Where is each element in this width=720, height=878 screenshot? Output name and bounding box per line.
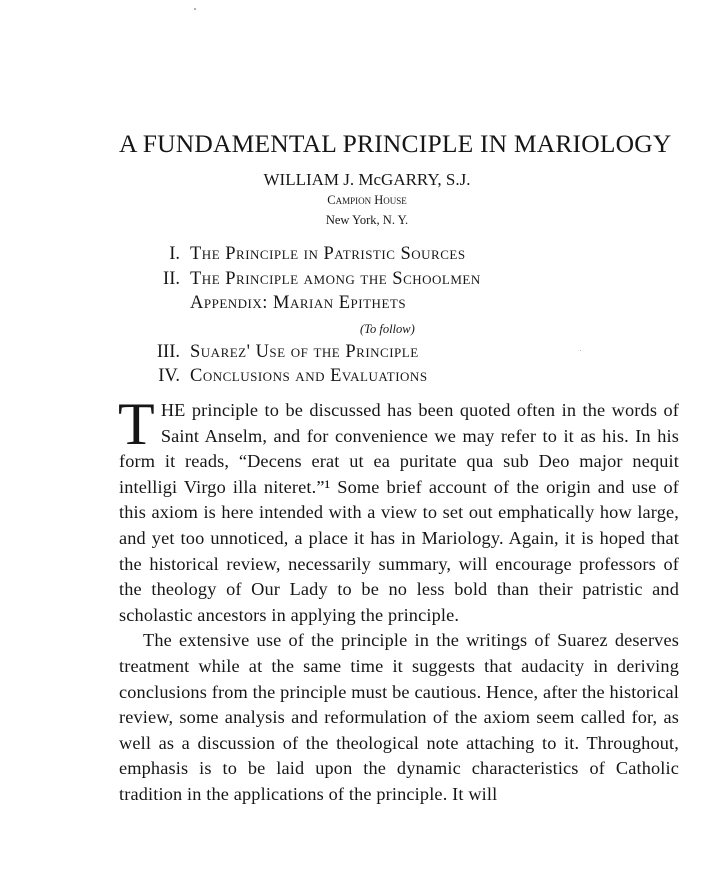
table-of-contents — [128, 242, 648, 389]
toc-number — [128, 291, 190, 316]
body-paragraph — [118, 391, 679, 628]
article-title: A FUNDAMENTAL PRINCIPLE IN MARIOLOGY — [119, 129, 672, 158]
author-name: WILLIAM J. McGARRY, S.J. — [263, 170, 471, 189]
toc-title: Conclusions and Evaluations — [190, 366, 428, 387]
toc-item — [128, 364, 648, 389]
toc-title: Appendix: Marian Epithets — [190, 293, 407, 314]
paragraph-text: HE principle to be discussed has been quoted often in the words of Saint Anselm, and for convenience we may refer to it as his. In his form it reads, “Decens erat ut ea puritate qua sub Deo major nequit intelligi Virgo illa niteret.”¹ Some brief account of the origin and use of this axiom is here intended with a view to set out emphatically how large, and yet too unnoticed, a place it has in Mariology. Again, it is hoped that the historical review, necessarily summary, will encourage professors of the theology of Our Lady to be no less bold than their patristic and scholastic ancestors in applying the principle. — [119, 400, 679, 625]
toc-number: III. — [156, 341, 180, 362]
toc-note-row — [128, 316, 648, 340]
toc-item — [128, 242, 648, 267]
scan-speck — [194, 8, 196, 10]
toc-title: The Principle among the Schoolmen — [190, 268, 481, 289]
toc-note: (To follow) — [360, 321, 415, 336]
toc-item — [128, 267, 648, 292]
drop-cap: T — [118, 391, 155, 457]
toc-number: II. — [163, 268, 180, 289]
toc-title: The Principle in Patristic Sources — [190, 244, 466, 264]
toc-item — [128, 291, 648, 316]
toc-number: I. — [169, 244, 180, 264]
body-paragraph: The extensive use of the principle in the writings of Suarez deserves treatment while at the same time it suggests that audacity in deriving conclusions from the principle must be cautious. Hence, after the historical review, some analysis and reformulation of the axiom seem called for, as well as a discussion of the theological note attaching to it. Throughout, emphasis is to be laid upon the dynamic characteristics of Catholic tradition in the applications of the principle. It will — [119, 630, 679, 804]
article-body — [118, 391, 679, 808]
author-location: New York, N. Y. — [325, 213, 409, 227]
toc-number: IV. — [158, 366, 180, 387]
toc-title: Suarez' Use of the Principle — [190, 341, 419, 362]
toc-item — [128, 340, 648, 365]
author-institution: Campion House — [327, 193, 407, 207]
